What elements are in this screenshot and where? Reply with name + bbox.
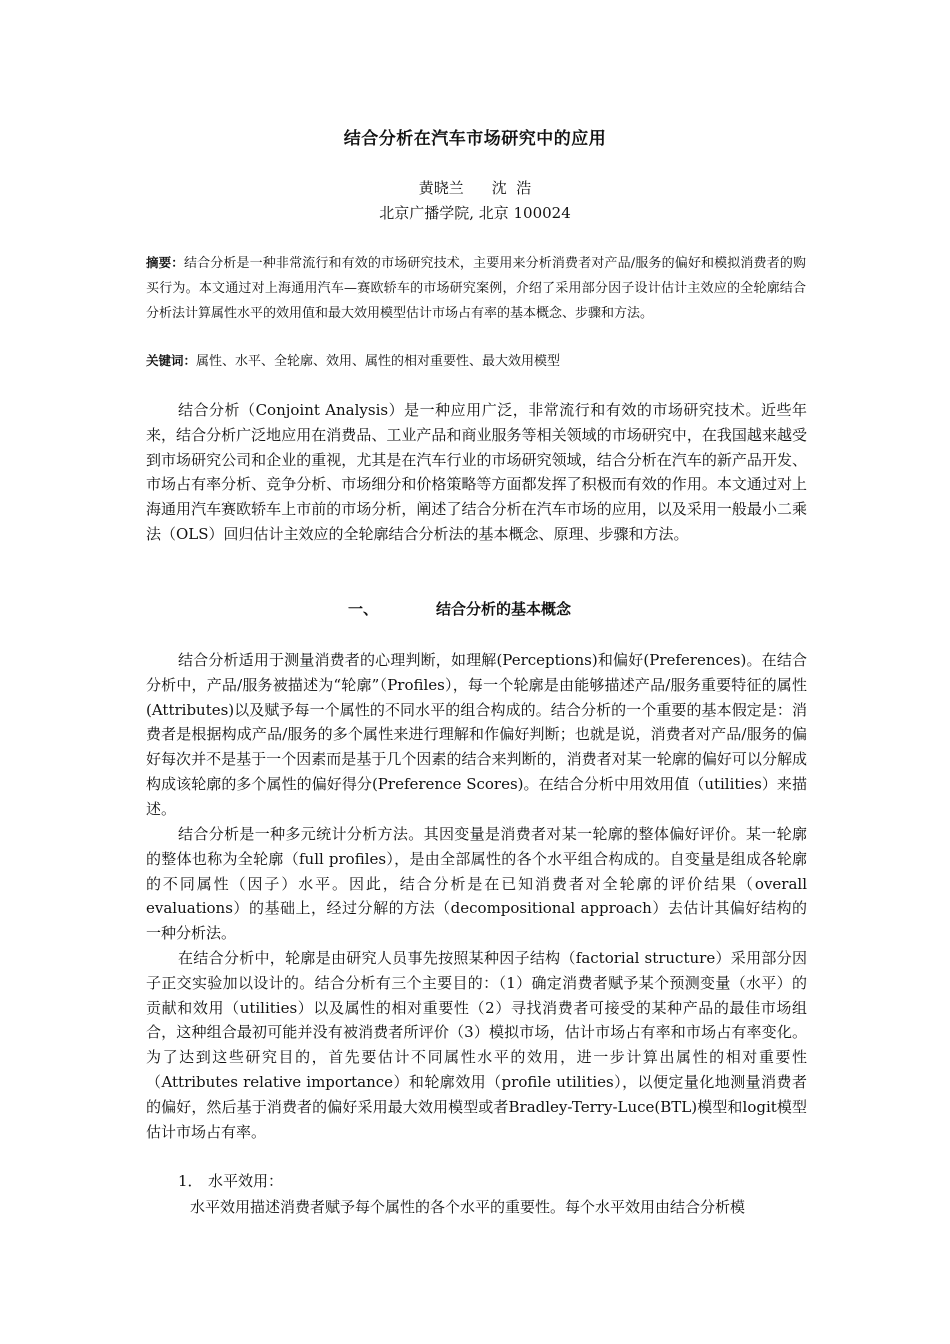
intro-paragraph: 结合分析（Conjoint Analysis）是一种应用广泛，非常流行和有效的市场研究技术。近些年来，结合分析广泛地应用在消费品、工业产品和商业服务等相关领域的市场研究中，在我国越来越受到市场研究公司和企业的重视，尤其是在汽车行业的市场研究领域，结合分析在汽车的新产品开发、市场占有率分析、竞争分析、市场细分和价格策略等方面都发挥了积极而有效的作用。本文通过对上海通用汽车赛欧轿车上市前的市场分析，阐述了结合分析在汽车市场的应用，以及采用一般最小二乘法（OLS）回归估计主效应的全轮廓结合分析法的基本概念、原理、步骤和方法。 <box>146 401 807 543</box>
paper-title: 结合分析在汽车市场研究中的应用 <box>343 129 607 149</box>
body-paragraph: 水平效用描述消费者赋予每个属性的各个水平的重要性。每个水平效用由结合分析模 <box>190 1198 746 1216</box>
author-line <box>0 177 950 198</box>
body-paragraph: 在结合分析中，轮廓是由研究人员事先按照某种因子结构（factorial structure）采用部分因子正交实验加以设计的。结合分析有三个主要目的：（1）确定消费者赋予某个预测变量（水平）的贡献和效用（utilities）以及属性的相对重要性（2）寻找消费者可接受的某种产品的最佳市场组合，这种组合最初可能并没有被消费者所评价（3）模拟市场，估计市场占有率和市场占有率变化。为了达到这些研究目的，首先要估计不同属性水平的效用，进一步计算出属性的相对重要性（Attributes relative importance）和轮廓效用（profile utilities），以便定量化地测量消费者的偏好，然后基于消费者的偏好采用最大效用模型或者Bradley-Terry-Luce(BTL)模型和logit模型估计市场占有率。 <box>146 949 807 1141</box>
keywords-label: 关键词： <box>146 353 197 368</box>
abstract-label: 摘要： <box>146 255 184 270</box>
author-name: 黄晓兰 <box>418 179 464 197</box>
section-number: 一、 <box>348 600 379 618</box>
keywords-text: 属性、水平、全轮廓、效用、属性的相对重要性、最大效用模型 <box>196 354 561 369</box>
subsection-number: 1． <box>178 1172 203 1190</box>
keywords <box>146 348 806 374</box>
subsection-title: 水平效用： <box>208 1172 284 1190</box>
author-name: 沈 浩 <box>491 179 532 197</box>
subsection-heading <box>178 1170 283 1191</box>
body-paragraph: 结合分析是一种多元统计分析方法。其因变量是消费者对某一轮廓的整体偏好评价。某一轮廓的整体也称为全轮廓（full profiles），是由全部属性的各个水平组合构成的。自变量是组成各轮廓的不同属性（因子）水平。因此，结合分析是在已知消费者对全轮廓的评价结果（overall evaluations）的基础上，经过分解的方法（decompositional approach）去估计其偏好结构的一种分析法。 <box>146 825 807 943</box>
body-paragraph: 结合分析适用于测量消费者的心理判断，如理解(Perceptions)和偏好(Preferences)。在结合分析中，产品/服务被描述为“轮廓”（Profiles），每一个轮廓是由能够描述产品/服务重要特征的属性(Attributes)以及赋予每一个属性的不同水平的组合构成的。结合分析的一个重要的基本假定是：消费者是根据构成产品/服务的多个属性来进行理解和作偏好判断；也就是说，消费者对产品/服务的偏好每次并不是基于一个因素而是基于几个因素的结合来判断的，消费者对某一轮廓的偏好可以分解成构成该轮廓的多个属性的偏好得分(Preference Scores)。在结合分析中用效用值（utilities）来描述。 <box>146 651 807 818</box>
section-title: 结合分析的基本概念 <box>436 600 572 618</box>
abstract <box>146 250 806 326</box>
affiliation: 北京广播学院, 北京 100024 <box>379 204 571 222</box>
abstract-text: 结合分析是一种非常流行和有效的市场研究技术，主要用来分析消费者对产品/服务的偏好和模拟消费者的购买行为。本文通过对上海通用汽车—赛欧轿车的市场研究案例，介绍了采用部分因子设计估计主效应的全轮廓结合分析法计算属性水平的效用值和最大效用模型估计市场占有率的基本概念、步骤和方法。 <box>146 256 806 321</box>
